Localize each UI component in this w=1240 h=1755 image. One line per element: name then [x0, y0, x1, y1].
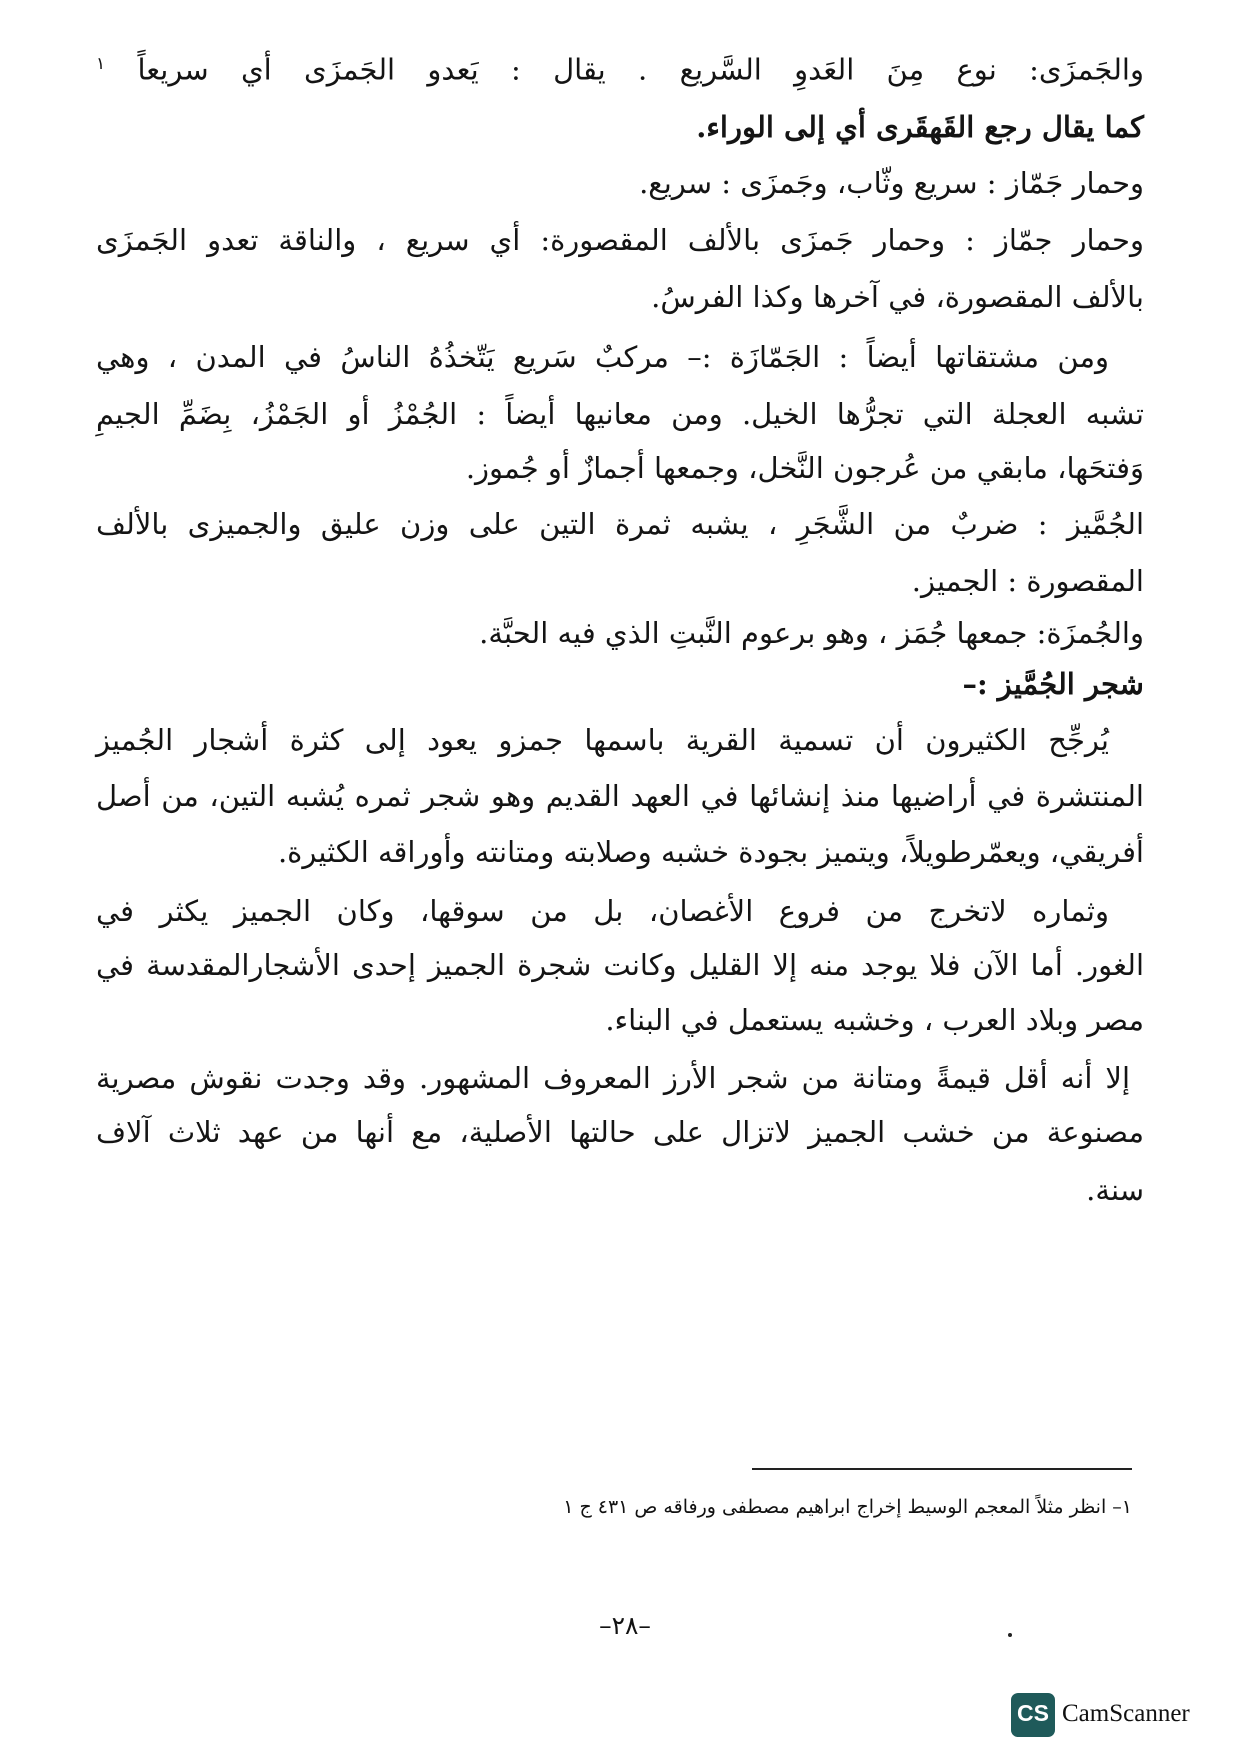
text-line-11: والجُمزَة: جمعها جُمَز ، وهو برعوم النَّبتِ الذي فيه الحبَّة.: [479, 616, 1144, 650]
text-line-9: الجُمَّيز : ضربٌ من الشَّجَرِ ، يشبه ثمرة التين على وزن عليق والجميزى بالألف: [96, 507, 1145, 541]
text-line-20: مصنوعة من خشب الجميز لاتزال على حالتها الأصلية، مع أنها من عهد ثلاث آلاف: [96, 1115, 1144, 1149]
text-line-8: وَفتحَها، مابقي من عُرجون النَّخل، وجمعها أجمازٌ أو جُموز.: [465, 451, 1144, 485]
text-line-4: وحمار جمّاز : وحمار جَمزَى بالألف المقصورة: أي سريع ، والناقة تعدو الجَمزَى: [96, 223, 1144, 257]
footnote-reference: ١: [96, 54, 106, 74]
text-line-21: سنة.: [1086, 1173, 1144, 1207]
footnote-text: ١– انظر مثلاً المعجم الوسيط إخراج ابراهيم مصطفى ورفاقه ص ٤٣١ ج ١: [563, 1496, 1132, 1518]
camscanner-badge-text: CS: [1017, 1700, 1049, 1726]
text-line-3: وحمار جَمّاز : سريع وثّاب، وجَمزَى : سريع.: [639, 166, 1144, 200]
text-line-15: أفريقي، ويعمّرطويلاً، ويتميز بجودة خشبه وصلابته ومتانته وأوراقه الكثيرة.: [277, 835, 1144, 869]
text-line-17: الغور. أما الآن فلا يوجد منه إلا القليل وكانت شجرة الجميز إحدى الأشجارالمقدسة في: [96, 948, 1144, 982]
text-line-2: كما يقال رجع القَهقَرى أي إلى الوراء.: [696, 110, 1144, 144]
text-line-5: بالألف المقصورة، في آخرها وكذا الفرسُ.: [651, 280, 1144, 314]
text-line-14: المنتشرة في أراضيها منذ إنشائها في العهد القديم وهو شجر ثمره يُشبه التين، من أصل: [96, 779, 1144, 813]
text-line-18: مصر وبلاد العرب ، وخشبه يستعمل في البناء.: [605, 1003, 1144, 1037]
text-line-6: ومن مشتقاتها أيضاً : الجَمّازَة :– مركبٌ سَريع يَتّخذُهُ الناسُ في المدن ، وهي: [96, 340, 1109, 374]
text-line-10: المقصورة : الجميز.: [911, 564, 1144, 598]
camscanner-watermark-label: CamScanner: [1062, 1700, 1190, 1727]
text-line-16: وثماره لاتخرج من فروع الأغصان، بل من سوقها، وكان الجميز يكثر في: [96, 894, 1109, 928]
text-line-1-text: والجَمزَى: نوع مِنَ العَدوِ السَّريع . يقال : يَعدو الجَمزَى أي سريعاً: [137, 52, 1144, 87]
footnote-divider: [752, 1468, 1132, 1470]
text-line-7: تشبه العجلة التي تجرُّها الخيل. ومن معانيها أيضاً : الجُمْزُ أو الجَمْزُ، بِضَمِّ الجيمِ: [96, 397, 1144, 431]
text-line-13: يُرجِّح الكثيرون أن تسمية القرية باسمها جمزو يعود إلى كثرة أشجار الجُميز: [96, 723, 1109, 757]
page-number: –٢٨–: [599, 1611, 651, 1640]
text-line-19: إلا أنه أقل قيمةً ومتانة من شجر الأرز المعروف المشهور. وقد وجدت نقوش مصرية: [96, 1061, 1130, 1095]
camscanner-logo-icon: [1011, 1693, 1055, 1737]
section-heading: شجر الجُمَّيز :–: [962, 667, 1144, 701]
scan-speck: [1008, 1633, 1012, 1637]
text-line-1: [96, 44, 1144, 90]
